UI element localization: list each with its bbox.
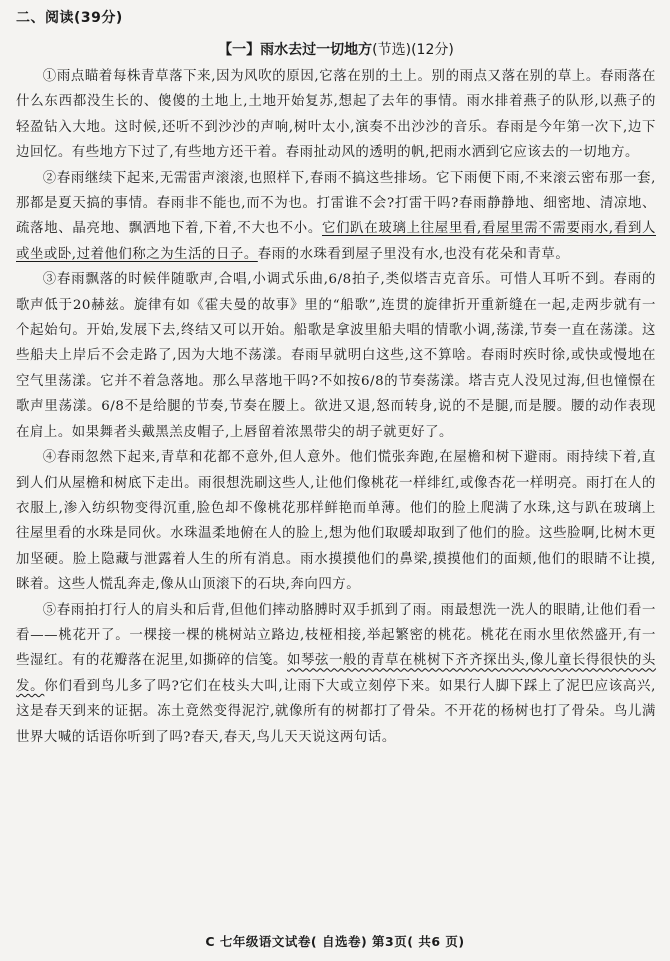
paragraph-1: ①雨点瞄着每株青草落下来,因为风吹的原因,它落在别的土上。别的雨点又落在别的草上。春雨落在什么东西都没生长的、傻傻的土地上,土地开始复苏,想起了去年的事情。雨水排着燕子的队形,以燕子的轻盈钻入大地。这时候,还听不到沙沙的声响,树叶太小,演奏不出沙沙的音乐。春雨是今年第一次下,边下边回忆。有些地方下过了,有些地方还干着。春雨扯动风的透明的帆,把雨水洒到它应该去的一切地方。 xyxy=(16,69,656,161)
paragraph-4: ④春雨忽然下起来,青草和花都不意外,但人意外。他们慌张奔跑,在屋檐和树下避雨。雨持续下着,直到人们从屋檐和树底下走出。雨很想洗刷这些人,让他们像桃花一样绯红,或像杏花一样明亮。雨打在人的衣服上,渗入纺织物变得沉重,脸色却不像桃花那样鲜艳而单薄。他们的脸上爬满了水珠,这与趴在玻璃上往屋里看的水珠是同伙。水珠温柔地俯在人的脸上,想为他们取暖却取到了他们的脸。这些脸啊,比树木更加坚硬。脸上隐藏与泄露着人生的所有消息。雨水摸摸他们的鼻梁,摸摸他们的面颊,他们的眼睛不让摸,眯着。这些人慌乱奔走,像从山顶滚下的石块,奔向四方。 xyxy=(16,450,656,593)
paragraph-3: ③春雨飘落的时候伴随歌声,合唱,小调式乐曲,6/8拍子,类似塔吉克音乐。可惜人耳听不到。春雨的歌声低于20赫兹。旋律有如《霍夫曼的故事》里的“船歌”,连贯的旋律折开重新缝在一起,走两步就有一个起始句。开始,发展下去,终结又可以开始。船歌是拿波里船夫唱的情歌小调,荡漾,节奏一直在荡漾。这些船夫上岸后不会走路了,因为大地不荡漾。春雨早就明白这些,这不算啥。春雨时疾时徐,或快或慢地在空气里荡漾。它并不着急落地。那么早落地干吗?不如按6/8的节奏荡漾。塔吉克人没见过海,但也憧憬在歌声里荡漾。6/8不是给腿的节奏,节奏在腰上。欲进又退,怒而转身,说的不是腿,而是腰。腰的动作表现在肩上。如果舞者头戴黑羔皮帽子,上唇留着浓黑带尖的胡子就更好了。 xyxy=(16,272,656,440)
page-footer: C 七年级语文试卷( 自选卷) 第3页( 共6 页) xyxy=(205,934,465,949)
article-title-score: (节选)(12分) xyxy=(372,42,454,58)
paragraph-5-text-b: 你们看到鸟儿多了吗?它们在枝头大叫,让雨下大或立刻停下来。如果行人脚下踩上了泥巴应该高兴,这是春天到来的证据。冻土竟然变得泥泞,就像所有的树都打了骨朵。不开花的杨树也打了骨朵。鸟儿满世界大喊的话语你听到了吗?春天,春天,鸟儿天天说这两句话。 xyxy=(16,678,656,745)
paragraph-2 xyxy=(16,166,656,268)
article-title-main: 【一】雨水去过一切地方 xyxy=(218,42,373,58)
paragraph-2-text-b: 春雨的水珠看到屋子里没有水,也没有花朵和青草。 xyxy=(257,246,570,262)
paragraph-5 xyxy=(16,598,656,750)
article-title xyxy=(16,40,656,60)
paragraph-2-text-a: ②春雨继续下起来,无需雷声滚滚,也照样下,春雨不搞这些排场。它下雨便下雨,不来滚云密布那一套,那都是夏天搞的事情。春雨非不能也,而不为也。打雷谁不会?打雷干吗?春雨静静地、细密地、清凉地、疏落地、晶亮地、飘洒地下着,下着,不大也不小。 xyxy=(16,170,656,237)
paragraph-2-underlined-sentence: 它们趴在玻璃上往屋里看,看屋里需不需要雨水,看到人或坐或卧,过着他们称之为生活的日子。 xyxy=(16,221,656,262)
paragraph-5-text-a: ⑤春雨拍打行人的肩头和后背,但他们摔动胳膊时双手抓到了雨。雨最想洗一洗人的眼睛,让他们看一看——桃花开了。一棵接一棵的桃树站立路边,枝桠相接,举起繁密的桃花。桃花在雨水里依然盛开,有一些湿红。有的花瓣落在泥里,如撕碎的信笺。 xyxy=(16,602,656,669)
section-heading: 二、阅读(39分) xyxy=(16,10,123,26)
paragraph-5-wavy-underlined-sentence: 如琴弦一般的青草在桃树下齐齐探出头,像儿童长得很快的头发。 xyxy=(16,653,656,694)
